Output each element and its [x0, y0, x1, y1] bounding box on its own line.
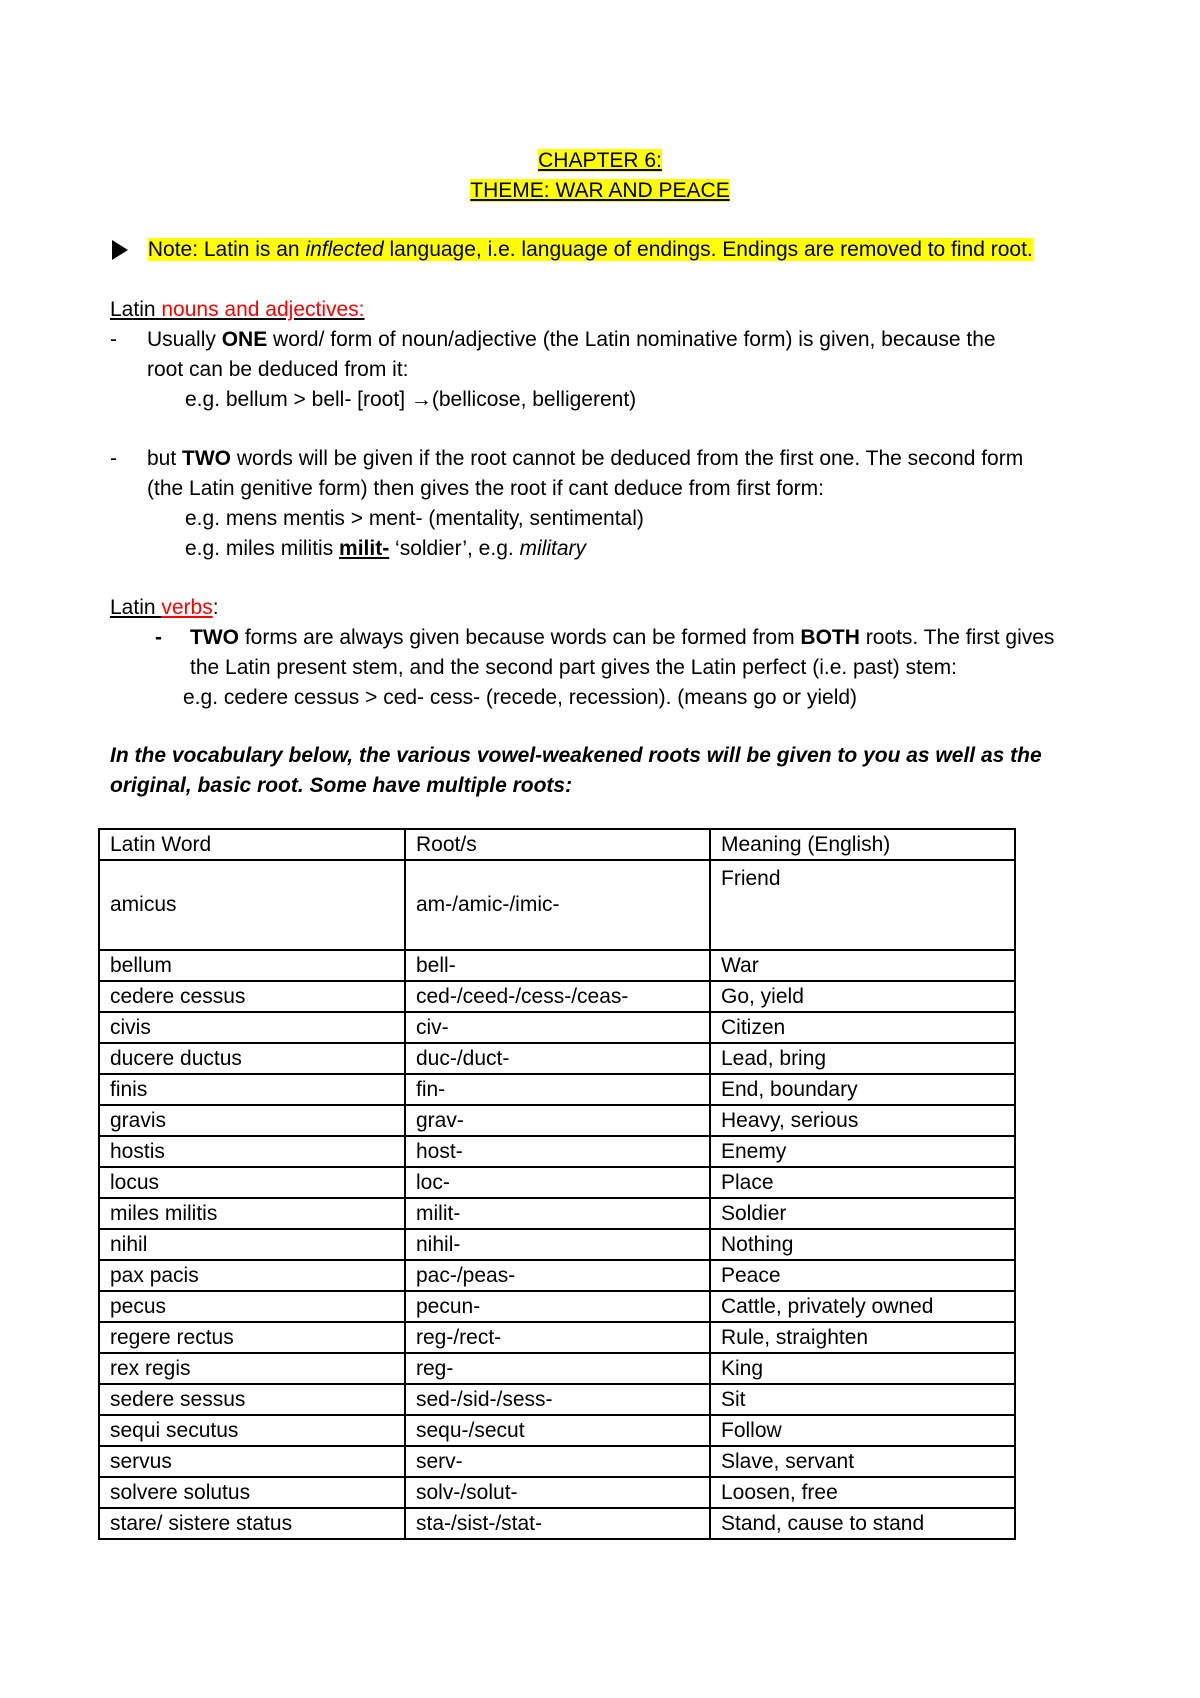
cell-roots: sed-/sid-/sess-	[405, 1384, 710, 1415]
nouns-bullet-1-line-1: Usually ONE word/ form of noun/adjective (the Latin nominative form) is given, because the	[147, 328, 996, 351]
table-row	[99, 860, 1015, 950]
cell-roots: solv-/solut-	[405, 1477, 710, 1508]
table-row	[99, 1136, 1015, 1167]
cell-latin-word: cedere cessus	[99, 981, 405, 1012]
cell-latin-word: pecus	[99, 1291, 405, 1322]
nouns-bullet-1-line-2: root can be deduced from it:	[147, 358, 409, 381]
cell-meaning: War	[710, 950, 1015, 981]
nouns-example-2: e.g. mens mentis > ment- (mentality, sentimental)	[185, 507, 644, 530]
header-roots: Root/s	[405, 829, 710, 860]
cell-meaning: Rule, straighten	[710, 1322, 1015, 1353]
cell-meaning: Peace	[710, 1260, 1015, 1291]
table-row	[99, 1074, 1015, 1105]
nouns-bullet-1-dash: -	[110, 328, 117, 351]
right-arrow-icon: →	[410, 388, 432, 411]
cell-latin-word: hostis	[99, 1136, 405, 1167]
table-row	[99, 1229, 1015, 1260]
cell-roots: reg-	[405, 1353, 710, 1384]
cell-roots: serv-	[405, 1446, 710, 1477]
cell-roots: civ-	[405, 1012, 710, 1043]
cell-roots: fin-	[405, 1074, 710, 1105]
table-intro-line-1: In the vocabulary below, the various vowel-weakened roots will be given to you as well as the	[110, 744, 1042, 767]
cell-meaning: Heavy, serious	[710, 1105, 1015, 1136]
cell-roots: nihil-	[405, 1229, 710, 1260]
table-row	[99, 1043, 1015, 1074]
nouns-heading: Latin nouns and adjectives:	[110, 298, 365, 321]
cell-roots: reg-/rect-	[405, 1322, 710, 1353]
cell-latin-word: servus	[99, 1446, 405, 1477]
cell-meaning: King	[710, 1353, 1015, 1384]
table-row	[99, 1415, 1015, 1446]
cell-latin-word: sequi secutus	[99, 1415, 405, 1446]
verbs-bullet-line-1: TWO forms are always given because words can be formed from BOTH roots. The first gives	[190, 626, 1055, 649]
table-row	[99, 1322, 1015, 1353]
cell-roots: grav-	[405, 1105, 710, 1136]
cell-latin-word: regere rectus	[99, 1322, 405, 1353]
cell-latin-word: finis	[99, 1074, 405, 1105]
cell-latin-word: amicus	[99, 860, 405, 950]
cell-latin-word: ducere ductus	[99, 1043, 405, 1074]
cell-meaning: Lead, bring	[710, 1043, 1015, 1074]
cell-meaning: Nothing	[710, 1229, 1015, 1260]
table-row	[99, 1291, 1015, 1322]
cell-latin-word: sedere sessus	[99, 1384, 405, 1415]
note-highlight: Note: Latin is an inflected language, i.e. language of endings. Endings are removed to find root.	[147, 238, 1033, 261]
nouns-example-3: e.g. miles militis milit- ‘soldier’, e.g. military	[185, 537, 587, 560]
note-line	[112, 235, 1033, 265]
header-latin-word: Latin Word	[99, 829, 405, 860]
nouns-bullet-2-dash: -	[110, 447, 117, 470]
cell-latin-word: civis	[99, 1012, 405, 1043]
chapter-heading: CHAPTER 6:	[538, 149, 662, 172]
cell-meaning: Friend	[710, 860, 1015, 950]
nouns-bullet-2-line-1: but TWO words will be given if the root cannot be deduced from the first one. The second form	[147, 447, 1024, 470]
table-intro-line-2: original, basic root. Some have multiple roots:	[110, 774, 573, 797]
triangle-bullet-icon	[112, 240, 128, 260]
cell-roots: host-	[405, 1136, 710, 1167]
cell-meaning: Loosen, free	[710, 1477, 1015, 1508]
nouns-bullet-2-line-2: (the Latin genitive form) then gives the root if cant deduce from first form:	[147, 477, 824, 500]
cell-meaning: Sit	[710, 1384, 1015, 1415]
cell-roots: ced-/ceed-/cess-/ceas-	[405, 981, 710, 1012]
table-row	[99, 981, 1015, 1012]
cell-roots: am-/amic-/imic-	[405, 860, 710, 950]
cell-latin-word: nihil	[99, 1229, 405, 1260]
cell-meaning: Slave, servant	[710, 1446, 1015, 1477]
theme-heading: THEME: WAR AND PEACE	[470, 179, 730, 202]
cell-latin-word: miles militis	[99, 1198, 405, 1229]
cell-roots: bell-	[405, 950, 710, 981]
cell-roots: pac-/peas-	[405, 1260, 710, 1291]
table-row	[99, 1260, 1015, 1291]
verbs-bullet-line-2: the Latin present stem, and the second part gives the Latin perfect (i.e. past) stem:	[190, 656, 957, 679]
nouns-example-1: e.g. bellum > bell- [root] →(bellicose, belligerent)	[185, 388, 637, 411]
cell-roots: duc-/duct-	[405, 1043, 710, 1074]
cell-latin-word: solvere solutus	[99, 1477, 405, 1508]
cell-latin-word: stare/ sistere status	[99, 1508, 405, 1539]
cell-meaning: Follow	[710, 1415, 1015, 1446]
table-row	[99, 1446, 1015, 1477]
table-row	[99, 950, 1015, 981]
table-row	[99, 1384, 1015, 1415]
cell-meaning: Stand, cause to stand	[710, 1508, 1015, 1539]
cell-meaning: Place	[710, 1167, 1015, 1198]
table-row	[99, 1508, 1015, 1539]
cell-latin-word: pax pacis	[99, 1260, 405, 1291]
cell-roots: loc-	[405, 1167, 710, 1198]
header-meaning: Meaning (English)	[710, 829, 1015, 860]
table-row	[99, 1353, 1015, 1384]
table-row	[99, 1477, 1015, 1508]
cell-meaning: End, boundary	[710, 1074, 1015, 1105]
cell-latin-word: gravis	[99, 1105, 405, 1136]
table-row	[99, 1012, 1015, 1043]
table-row	[99, 1105, 1015, 1136]
cell-meaning: Go, yield	[710, 981, 1015, 1012]
cell-latin-word: rex regis	[99, 1353, 405, 1384]
vocabulary-table	[98, 828, 1016, 1540]
verbs-bullet-dash: -	[155, 626, 162, 649]
cell-latin-word: locus	[99, 1167, 405, 1198]
cell-meaning: Citizen	[710, 1012, 1015, 1043]
cell-roots: pecun-	[405, 1291, 710, 1322]
cell-roots: milit-	[405, 1198, 710, 1229]
verbs-heading: Latin verbs:	[110, 596, 219, 619]
cell-meaning: Enemy	[710, 1136, 1015, 1167]
cell-latin-word: bellum	[99, 950, 405, 981]
cell-roots: sequ-/secut	[405, 1415, 710, 1446]
cell-meaning: Cattle, privately owned	[710, 1291, 1015, 1322]
table-row	[99, 1198, 1015, 1229]
table-row	[99, 1167, 1015, 1198]
verbs-example: e.g. cedere cessus > ced- cess- (recede, recession). (means go or yield)	[183, 686, 858, 709]
table-header-row	[99, 829, 1015, 860]
cell-meaning: Soldier	[710, 1198, 1015, 1229]
cell-roots: sta-/sist-/stat-	[405, 1508, 710, 1539]
